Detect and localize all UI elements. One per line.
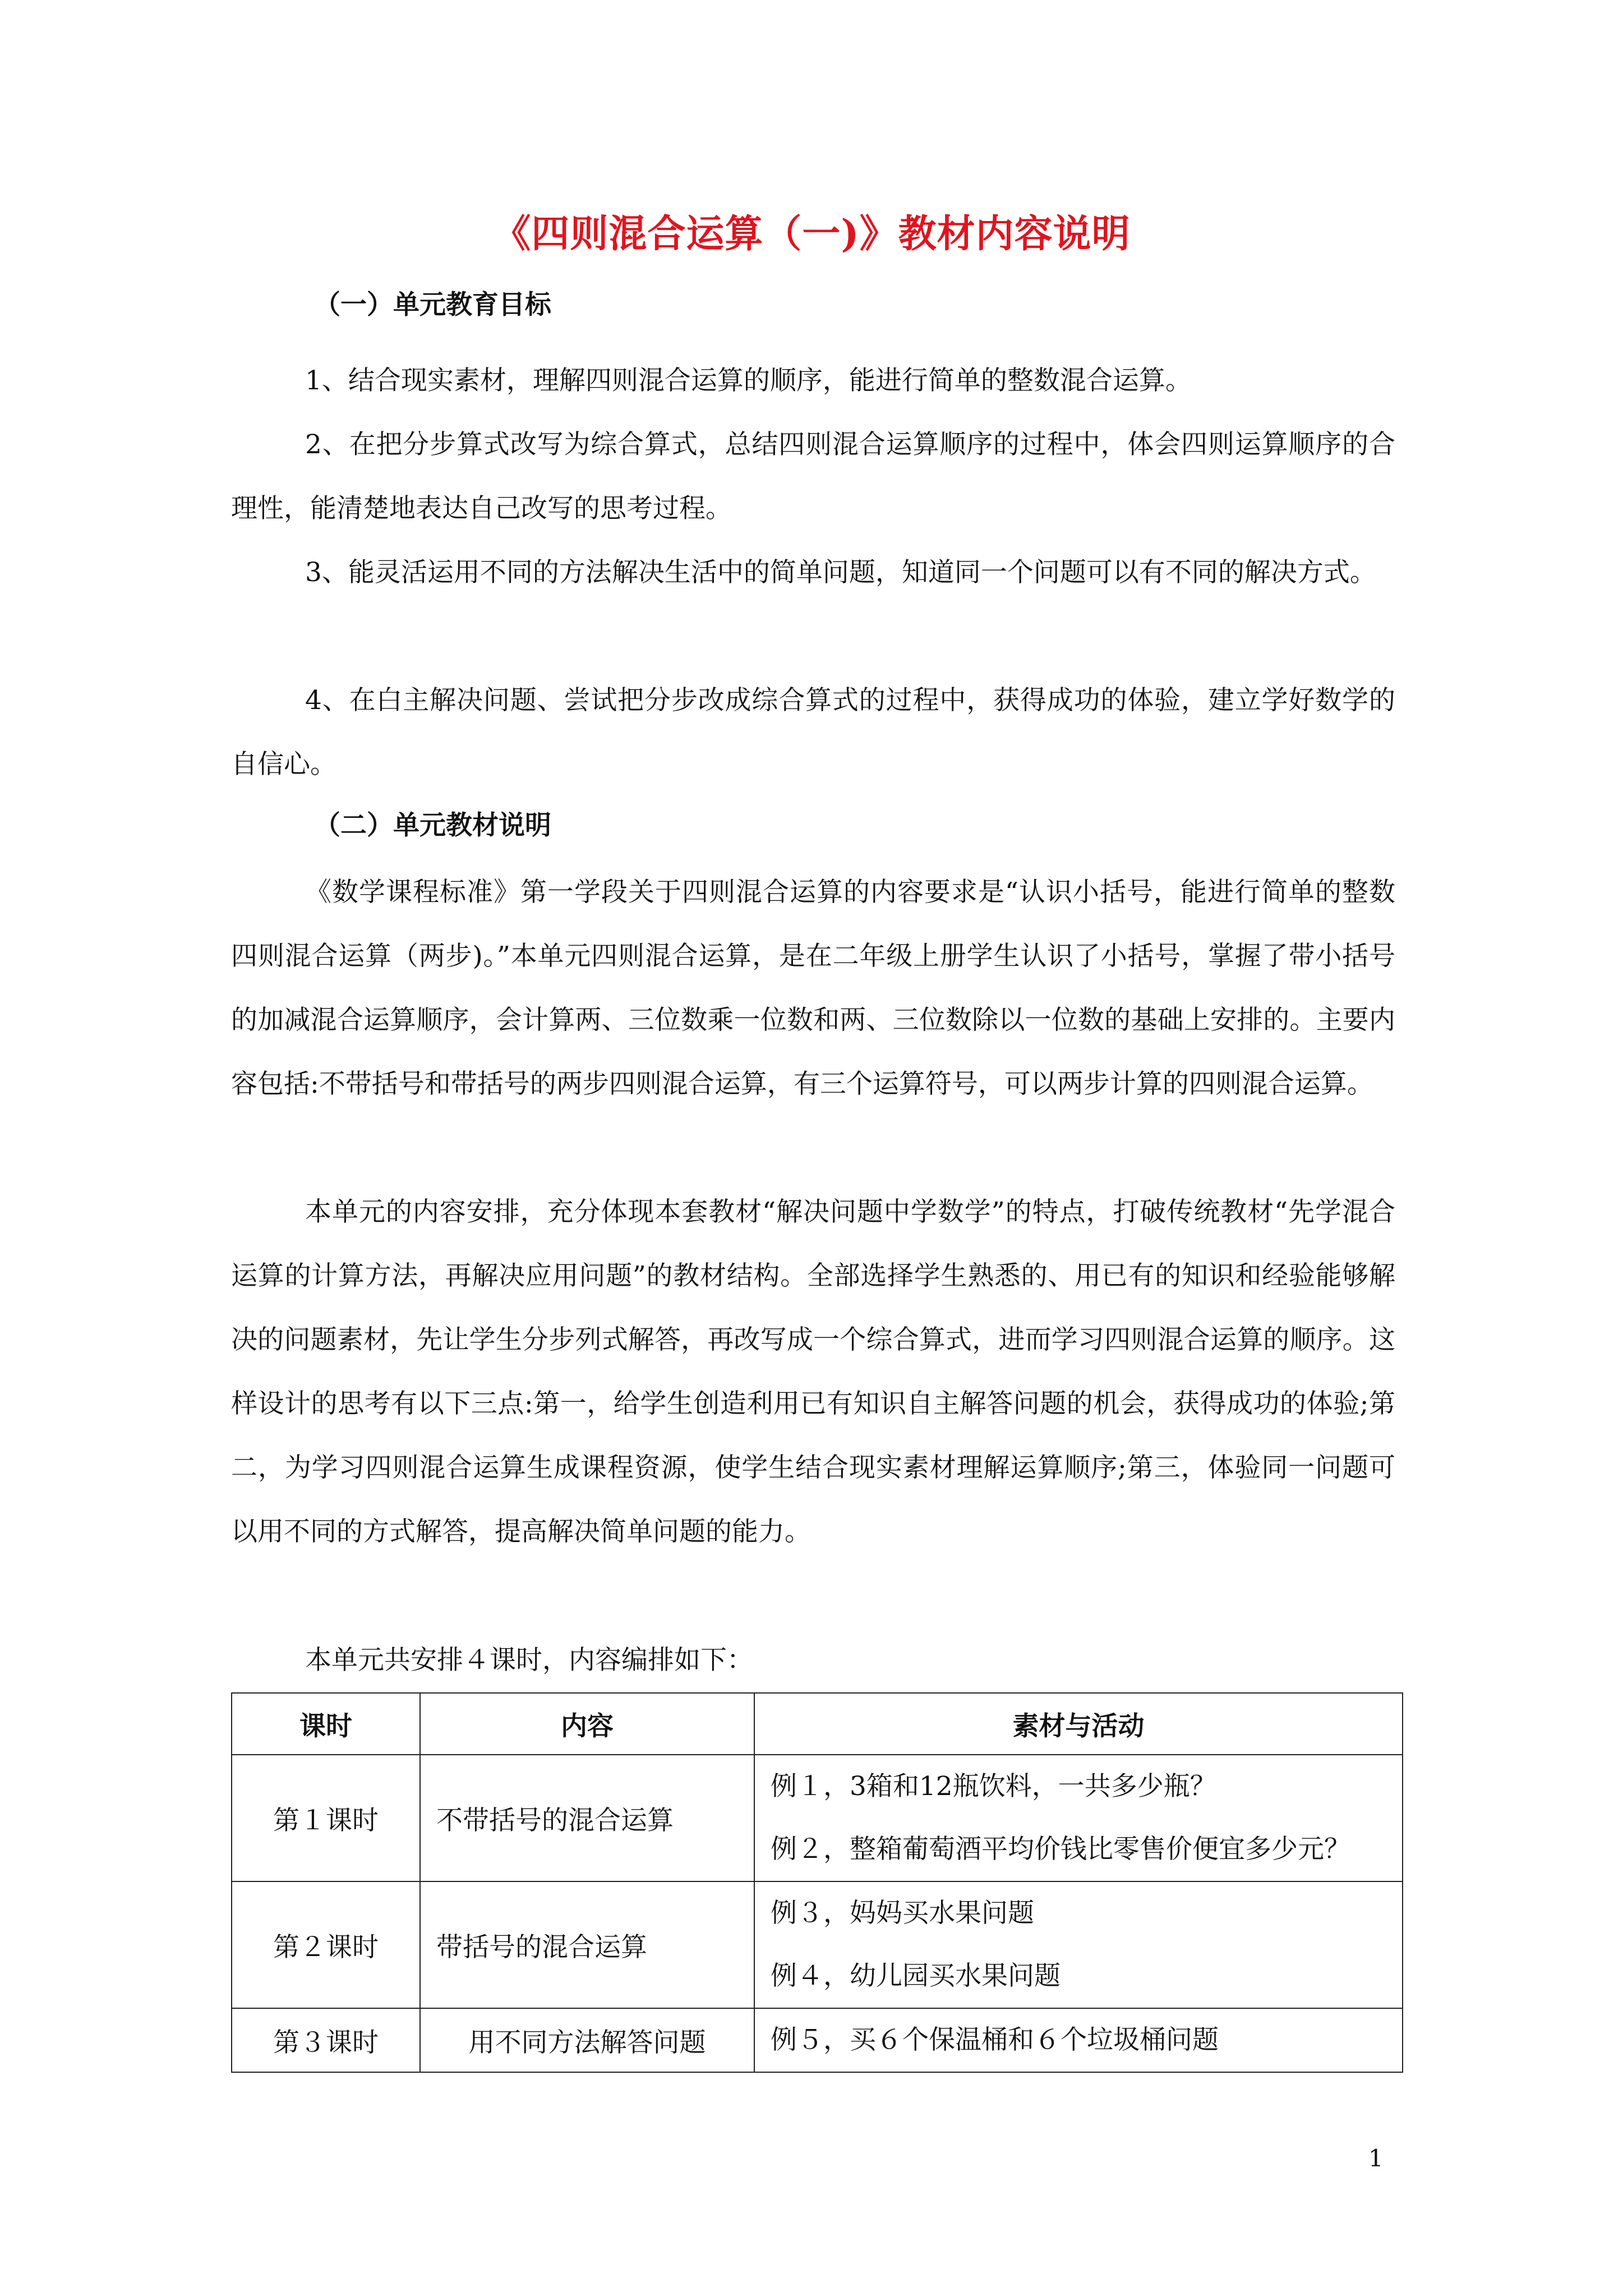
material-item: 例３，妈妈买水果问题 bbox=[771, 1898, 1034, 1929]
header-content: 内容 bbox=[420, 1693, 754, 1755]
material-paragraph-2: 本单元的内容安排，充分体现本套教材“解决问题中学数学”的特点，打破传统教材“先学混合运算的计算方法，再解决应用问题”的教材结构。全部选择学生熟悉的、用已有的知识和经验能够解决的问题素材，先让学生分步列式解答，再改写成一个综合算式，进而学习四则混合运算的顺序。这样设计的思考有以下三点:第一，给学生创造利用已有知识自主解答问题的机会，获得成功的体验;第二，为学习四则混合运算生成课程资源，使学生结合现实素材理解运算顺序;第三，体验同一问题可以用不同的方式解答，提高解决简单问题的能力。 bbox=[231, 1197, 1395, 1547]
material-item: 例２，整箱葡萄酒平均价钱比零售价便宜多少元？ bbox=[771, 1834, 1350, 1865]
table-row bbox=[232, 2008, 1403, 2072]
content-cell: 带括号的混合运算 bbox=[420, 1881, 754, 2008]
materials-cell bbox=[754, 1881, 1403, 2008]
goal-item-1: 1、结合现实素材，理解四则混合运算的顺序，能进行简单的整数混合运算。 bbox=[305, 365, 1192, 396]
page-number: 1 bbox=[1368, 2145, 1384, 2172]
goal-item-4: 4、在白主解决问题、尝试把分步改成综合算式的过程中，获得成功的体验，建立学好数学的自信心。 bbox=[231, 685, 1395, 780]
header-materials: 素材与活动 bbox=[754, 1693, 1403, 1755]
content-cell: 用不同方法解答问题 bbox=[420, 2008, 754, 2072]
lesson-cell: 第２课时 bbox=[232, 1881, 420, 2008]
lesson-table bbox=[231, 1692, 1403, 2073]
section-heading-material: （二）单元教材说明 bbox=[314, 810, 551, 841]
lesson-cell: 第３课时 bbox=[232, 2008, 420, 2072]
material-item: 例５，买６个保温桶和６个垃圾桶问题 bbox=[771, 2024, 1219, 2055]
table-row bbox=[232, 1755, 1403, 1881]
goal-item-3: 3、能灵活运用不同的方法解决生活中的简单问题，知道同一个问题可以有不同的解决方式。 bbox=[305, 557, 1376, 588]
material-item: 例４，幼儿园买水果问题 bbox=[771, 1961, 1061, 1991]
goal-item-2: 2、在把分步算式改写为综合算式，总结四则混合运算顺序的过程中，体会四则运算顺序的合理性，能清楚地表达自己改写的思考过程。 bbox=[231, 429, 1395, 524]
table-lead-text: 本单元共安排４课时，内容编排如下： bbox=[305, 1645, 753, 1676]
table-header-row bbox=[232, 1693, 1403, 1755]
document-title: 《四则混合运算（一)》教材内容说明 bbox=[492, 211, 1131, 256]
lesson-cell: 第１课时 bbox=[232, 1755, 420, 1881]
content-cell: 不带括号的混合运算 bbox=[420, 1755, 754, 1881]
header-lesson: 课时 bbox=[232, 1693, 420, 1755]
table-row bbox=[232, 1881, 1403, 2008]
materials-cell bbox=[754, 2008, 1403, 2072]
section-heading-goals: （一）单元教育目标 bbox=[314, 289, 551, 320]
materials-cell bbox=[754, 1755, 1403, 1881]
material-paragraph-1: 《数学课程标准》第一学段关于四则混合运算的内容要求是“认识小括号，能进行简单的整数四则混合运算（两步)。”本单元四则混合运算，是在二年级上册学生认识了小括号，掌握了带小括号的加减混合运算顺序，会计算两、三位数乘一位数和两、三位数除以一位数的基础上安排的。主要内容包括:不带括号和带括号的两步四则混合运算，有三个运算符号，可以两步计算的四则混合运算。 bbox=[231, 877, 1395, 1099]
material-item: 例１，3箱和12瓶饮料，一共多少瓶？ bbox=[771, 1771, 1216, 1802]
